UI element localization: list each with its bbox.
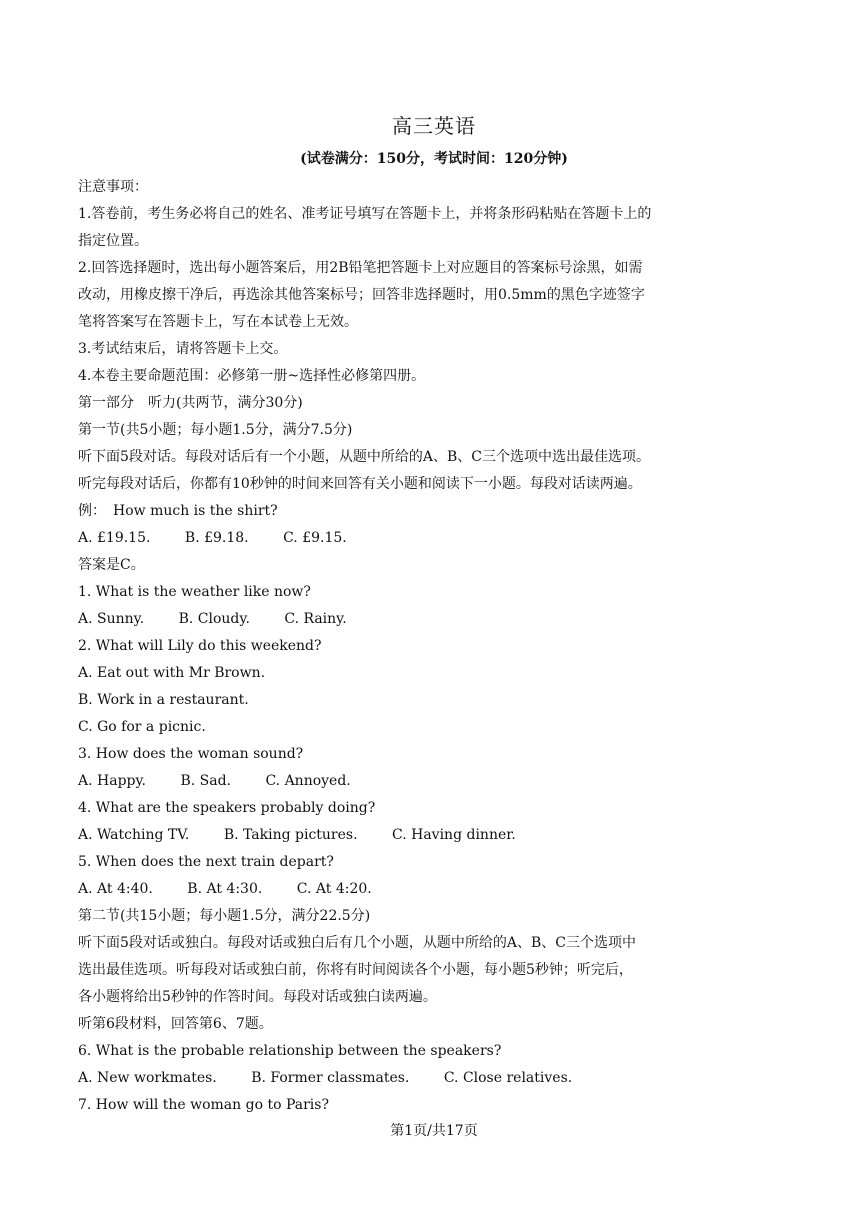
option: A. New workmates. (78, 1070, 217, 1086)
option: B. Former classmates. (251, 1070, 410, 1086)
notice-line: 笔将答案写在答题卡上，写在本试卷上无效。 (78, 314, 358, 330)
section2-instruction: 听下面5段对话或独白。每段对话或独白后有几个小题，从题中所给的A、B、C三个选项中 (78, 935, 637, 951)
option: B. Cloudy. (178, 611, 250, 627)
section2-instruction: 各小题将给出5秒钟的作答时间。每段对话或独白读两遍。 (78, 989, 437, 1005)
part1-heading: 第一部分 听力(共两节，满分30分) (78, 395, 303, 411)
question-6-options (78, 1065, 718, 1092)
option: C. Annoyed. (265, 773, 351, 789)
option: B. At 4:30. (187, 881, 263, 897)
option: A. Sunny. (78, 611, 145, 627)
page-footer: 第1页/共17页 (390, 1123, 478, 1139)
question-1-options (78, 606, 718, 633)
option: A. £19.15. (78, 530, 151, 546)
option: A. At 4:40. (78, 881, 153, 897)
question-4-options (78, 822, 718, 849)
exam-content (78, 174, 718, 1119)
notice-line: 1.答卷前，考生务必将自己的姓名、准考证号填写在答题卡上，并将条形码粘贴在答题卡上的 (78, 206, 652, 222)
example-options (78, 525, 718, 552)
option: C. Rainy. (284, 611, 347, 627)
option: B. Work in a restaurant. (78, 692, 249, 708)
question-6: 6. What is the probable relationship between the speakers? (78, 1043, 502, 1059)
option: B. £9.18. (184, 530, 249, 546)
option: C. Go for a picnic. (78, 719, 206, 735)
option: C. At 4:20. (296, 881, 372, 897)
section2-instruction: 选出最佳选项。听每段对话或独白前，你将有时间阅读各个小题，每小题5秒钟；听完后， (78, 962, 633, 978)
option: A. Watching TV. (78, 827, 190, 843)
exam-title: 高三英语 (392, 114, 476, 138)
option: C. Close relatives. (443, 1070, 573, 1086)
question-4: 4. What are the speakers probably doing? (78, 800, 376, 816)
section2-heading: 第二节(共15小题；每小题1.5分，满分22.5分) (78, 908, 371, 924)
notice-line: 改动，用橡皮擦干净后，再选涂其他答案标号；回答非选择题时，用0.5mm的黑色字迹签字 (78, 287, 645, 303)
notice-line: 4.本卷主要命题范围：必修第一册~选择性必修第四册。 (78, 368, 426, 384)
question-7: 7. How will the woman go to Paris? (78, 1097, 329, 1113)
section1-instruction: 听下面5段对话。每段对话后有一个小题，从题中所给的A、B、C三个选项中选出最佳选项。 (78, 449, 651, 465)
exam-subtitle: (试卷满分：150分，考试时间：120分钟) (300, 151, 568, 167)
question-2: 2. What will Lily do this weekend? (78, 638, 322, 654)
example-answer: 答案是C。 (78, 557, 145, 573)
notice-heading: 注意事项： (78, 179, 148, 195)
option: B. Sad. (180, 773, 231, 789)
option: B. Taking pictures. (223, 827, 358, 843)
question-3: 3. How does the woman sound? (78, 746, 304, 762)
option: C. £9.15. (283, 530, 347, 546)
notice-line: 指定位置。 (78, 233, 148, 249)
question-3-options (78, 768, 718, 795)
question-1: 1. What is the weather like now? (78, 584, 311, 600)
section1-heading: 第一节(共5小题；每小题1.5分，满分7.5分) (78, 422, 353, 438)
notice-line: 3.考试结束后，请将答题卡上交。 (78, 341, 288, 357)
example-question: 例： How much is the shirt? (78, 503, 278, 519)
option: A. Eat out with Mr Brown. (78, 665, 266, 681)
question-5: 5. When does the next train depart? (78, 854, 334, 870)
question-5-options (78, 876, 718, 903)
notice-line: 2.回答选择题时，选出每小题答案后，用2B铅笔把答题卡上对应题目的答案标号涂黑，如需 (78, 260, 643, 276)
option: C. Having dinner. (392, 827, 516, 843)
section1-instruction: 听完每段对话后，你都有10秒钟的时间来回答有关小题和阅读下一小题。每段对话读两遍。 (78, 476, 642, 492)
material-6-intro: 听第6段材料，回答第6、7题。 (78, 1016, 273, 1032)
option: A. Happy. (78, 773, 146, 789)
